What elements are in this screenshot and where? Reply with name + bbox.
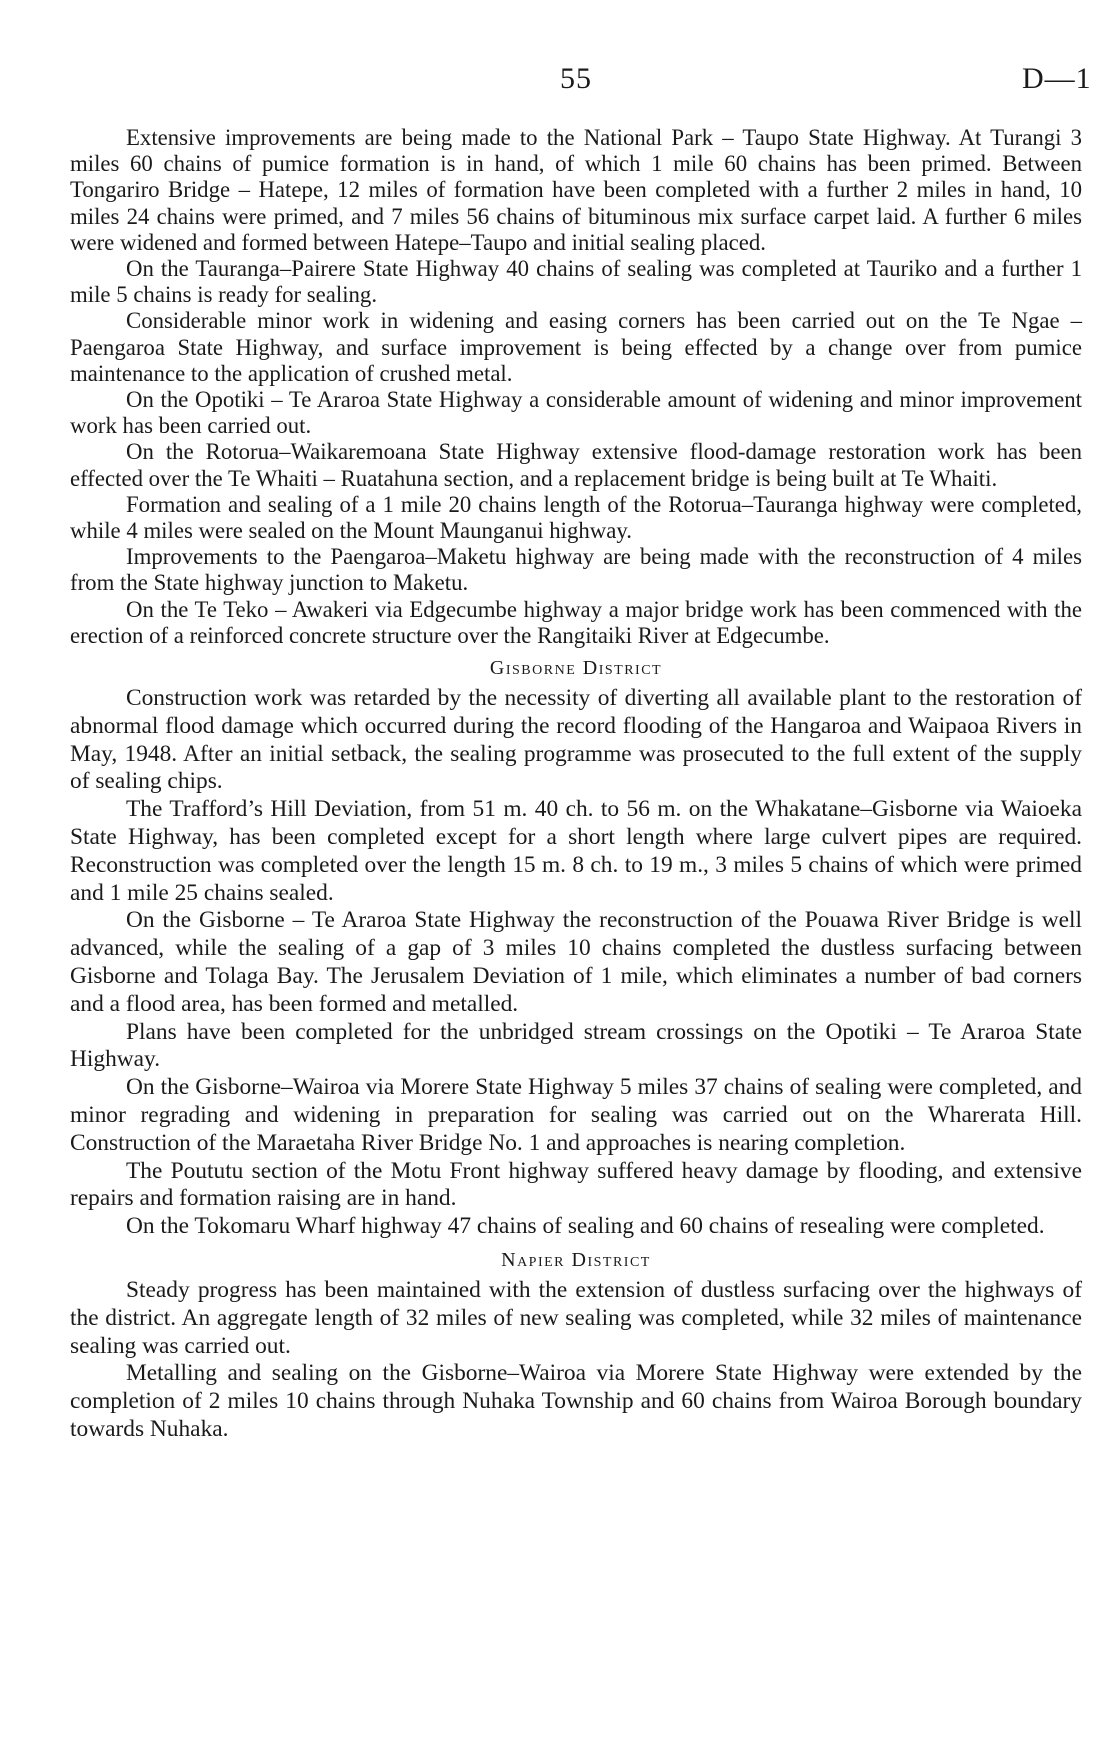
- paragraph: Considerable minor work in widening and easing corners has been carried out on the Te Ngae – Paengaroa State Highway, and surface improvement is being effected by a change over from pumice maintenance to the application of crushed metal.: [70, 308, 1082, 386]
- paragraph: On the Te Teko – Awakeri via Edgecumbe highway a major bridge work has been commenced with the erection of a reinforced concrete structure over the Rangitaiki River at Edgecumbe.: [70, 596, 1082, 648]
- paragraph: Steady progress has been maintained with the extension of dustless surfacing over the highways of the district. An aggregate length of 32 miles of new sealing was completed, while 32 miles of maintenance sealing was carried out.: [70, 1277, 1082, 1359]
- section-napier-district: [70, 1247, 1082, 1444]
- section-gisborne-district: [70, 655, 1082, 1241]
- paragraph: On the Rotorua–Waikaremoana State Highway extensive flood-damage restoration work has been effected over the Te Whaiti – Ruatahuna section, and a replacement bridge is being built at Te Whaiti.: [70, 439, 1082, 491]
- page-number: 55: [560, 62, 592, 95]
- page-header: [0, 62, 1114, 102]
- paragraph: Construction work was retarded by the necessity of diverting all available plant to the restoration of abnormal flood damage which occurred during the record flooding of the Hangaroa and Waipaoa Rivers in May, 1948. After an initial setback, the sealing programme was prosecuted to the full extent of the supply of sealing chips.: [70, 685, 1082, 795]
- paragraph: On the Tauranga–Pairere State Highway 40 chains of sealing was completed at Tauriko and a further 1 mile 5 chains is ready for sealing.: [70, 256, 1082, 308]
- paragraph: Improvements to the Paengaroa–Maketu highway are being made with the reconstruction of 4 miles from the State highway junction to Maketu.: [70, 544, 1082, 596]
- paragraph: Formation and sealing of a 1 mile 20 chains length of the Rotorua–Tauranga highway were completed, while 4 miles were sealed on the Mount Maunganui highway.: [70, 491, 1082, 544]
- paragraph: On the Gisborne–Wairoa via Morere State Highway 5 miles 37 chains of sealing were completed, and minor regrading and widening in preparation for sealing was carried out on the Wharerata Hill. Construction of the Maraetaha River Bridge No. 1 and approaches is nearing completion.: [70, 1074, 1082, 1156]
- paragraph: The Poututu section of the Motu Front highway suffered heavy damage by flooding, and extensive repairs and formation raising are in hand.: [70, 1157, 1082, 1212]
- section-bay-of-plenty: [70, 125, 1082, 649]
- paragraph: The Trafford’s Hill Deviation, from 51 m. 40 ch. to 56 m. on the Whakatane–Gisborne via Waioeka State Highway, has been completed except for a short length where large culvert pipes are required. Reconstruction was completed over the length 15 m. 8 ch. to 19 m., 3 miles 5 chains of which were primed and 1 mile 25 chains sealed.: [70, 796, 1082, 906]
- paragraph: Plans have been completed for the unbridged stream crossings on the Opotiki – Te Araroa State Highway.: [70, 1018, 1082, 1073]
- page-body: [70, 125, 1082, 1444]
- paragraph: On the Opotiki – Te Araroa State Highway a considerable amount of widening and minor improvement work has been carried out.: [70, 387, 1082, 439]
- paragraph: On the Tokomaru Wharf highway 47 chains of sealing and 60 chains of resealing were completed.: [126, 1213, 1045, 1240]
- document-reference: D—1: [1022, 62, 1092, 95]
- section-heading: Gisborne District: [489, 657, 663, 680]
- paragraph: On the Gisborne – Te Araroa State Highway the reconstruction of the Pouawa River Bridge is well advanced, while the sealing of a gap of 3 miles 10 chains completed the dustless surfacing between Gisborne and Tolaga Bay. The Jerusalem Deviation of 1 mile, which eliminates a number of bad corners and a flood area, has been formed and metalled.: [70, 907, 1082, 1017]
- paragraph: Metalling and sealing on the Gisborne–Wairoa via Morere State Highway were extended by the completion of 2 miles 10 chains through Nuhaka Township and 60 chains from Wairoa Borough boundary towards Nuhaka.: [70, 1360, 1082, 1442]
- section-heading: Napier District: [501, 1249, 651, 1271]
- paragraph: Extensive improvements are being made to the National Park – Taupo State Highway. At Turangi 3 miles 60 chains of pumice formation is in hand, of which 1 mile 60 chains has been primed. Between Tongariro Bridge – Hatepe, 12 miles of formation have been completed with a further 2 miles in hand, 10 miles 24 chains were primed, and 7 miles 56 chains of bituminous mix surface carpet laid. A further 6 miles were widened and formed between Hatepe–Taupo and initial sealing placed.: [70, 125, 1082, 255]
